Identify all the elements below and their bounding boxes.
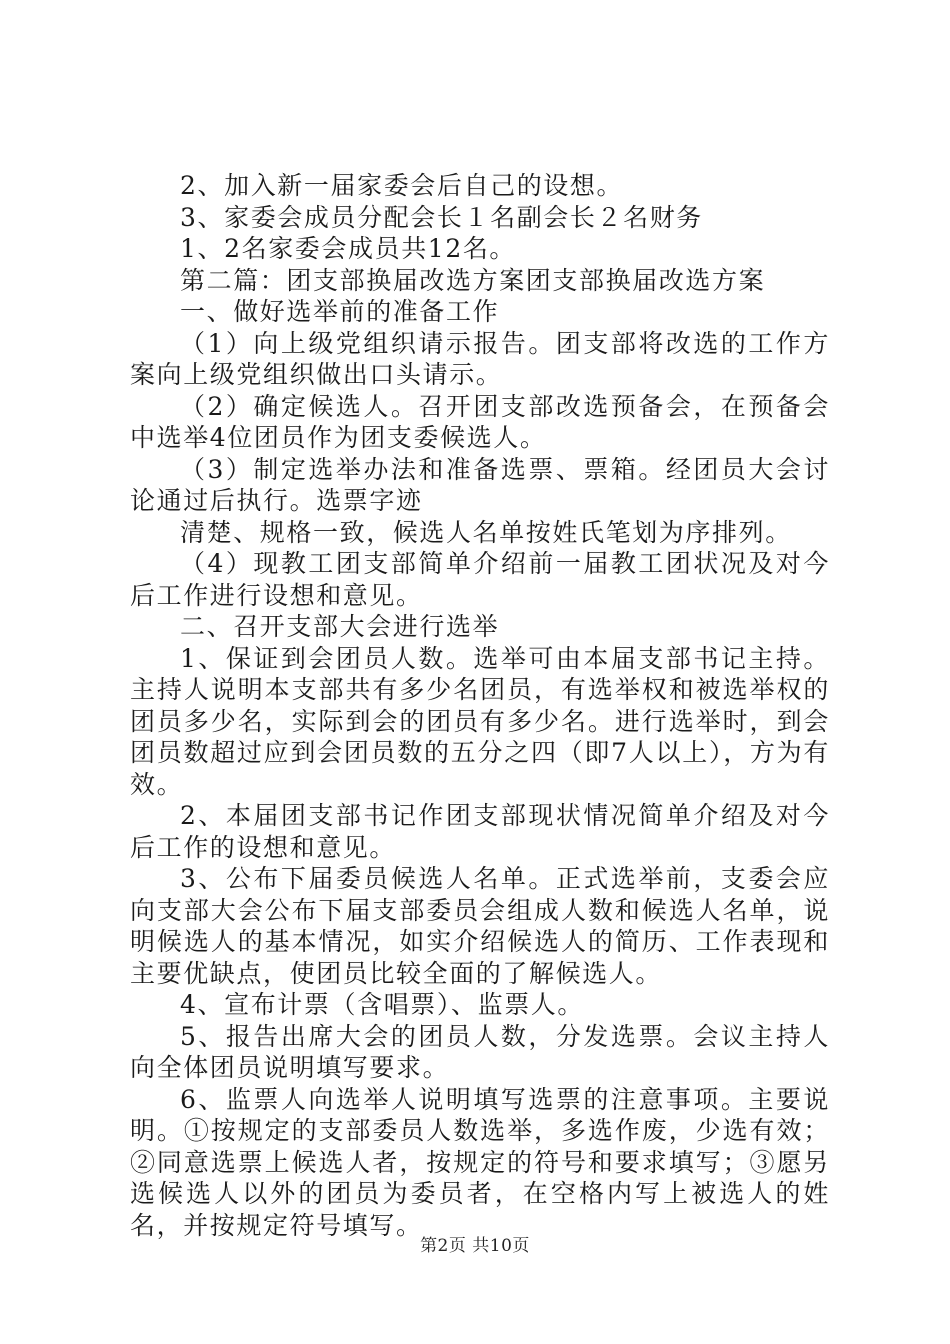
paragraph: 1、保证到会团员人数。选举可由本届支部书记主持。主持人说明本支部共有多少名团员，有选举权和被选举权的团员多少名，实际到会的团员有多少名。进行选举时，到会团员数超过应到会团员数的五分之四（即7人以上），方为有效。 — [130, 643, 830, 799]
paragraph: 3、家委会成员分配会长１名副会长２名财务 — [180, 202, 703, 232]
paragraph: 5、报告出席大会的团员人数，分发选票。会议主持人向全体团员说明填写要求。 — [130, 1021, 830, 1082]
paragraph: 1、2名家委会成员共12名。 — [180, 234, 517, 263]
section-heading: 一、做好选举前的准备工作 — [180, 297, 500, 326]
paragraph: 清楚、规格一致，候选人名单按姓氏笔划为序排列。 — [180, 517, 792, 547]
section-heading: 二、召开支部大会进行选举 — [180, 612, 500, 641]
page-footer — [0, 1236, 950, 1256]
paragraph: 6、监票人向选举人说明填写选票的注意事项。主要说明。①按规定的支部委员人数选举，多选作废，少选有效；②同意选票上候选人者，按规定的符号和要求填写；③愿另选候选人以外的团员为委员者，在空格内写上被选人的姓名，并按规定符号填写。 — [130, 1084, 830, 1240]
section-heading: 第二篇：团支部换届改选方案团支部换届改选方案 — [180, 265, 766, 295]
paragraph: 2、本届团支部书记作团支部现状情况简单介绍及对今后工作的设想和意见。 — [130, 801, 830, 862]
page-number-label: 第2页 共10页 — [420, 1236, 530, 1256]
document-body — [130, 170, 830, 1241]
paragraph: 3、公布下届委员候选人名单。正式选举前，支委会应向支部大会公布下届支部委员会组成人数和候选人名单，说明候选人的基本情况，如实介绍候选人的简历、工作表现和主要优缺点，使团员比较全面的了解候选人。 — [130, 864, 830, 988]
paragraph: （2）确定候选人。召开团支部改选预备会，在预备会中选举4位团员作为团支委候选人。 — [130, 391, 830, 452]
paragraph: （1）向上级党组织请示报告。团支部将改选的工作方案向上级党组织做出口头请示。 — [130, 328, 830, 389]
paragraph: 4、宣布计票（含唱票）、监票人。 — [180, 990, 585, 1019]
paragraph: （3）制定选举办法和准备选票、票箱。经团员大会讨论通过后执行。选票字迹 — [130, 454, 830, 515]
paragraph: （4）现教工团支部简单介绍前一届教工团状况及对今后工作进行设想和意见。 — [130, 549, 830, 610]
paragraph: 2、加入新一届家委会后自己的设想。 — [180, 171, 624, 200]
